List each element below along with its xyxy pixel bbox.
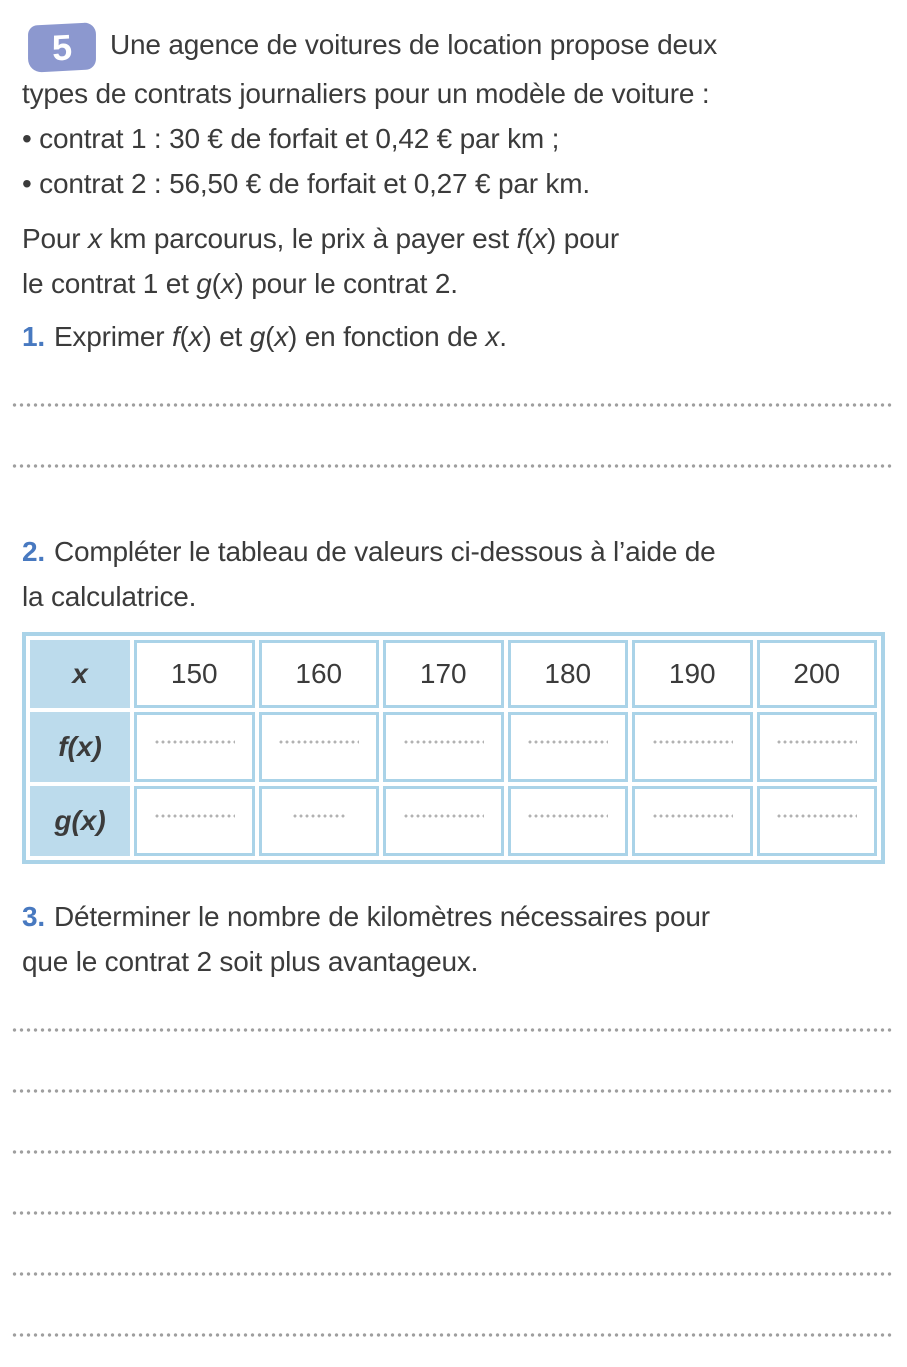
cell-dotted-line <box>403 814 484 818</box>
question-3-text-line-2: que le contrat 2 soit plus avantageux. <box>22 946 479 977</box>
answer-cell <box>134 712 255 782</box>
question-3-text-line-1: Déterminer le nombre de kilomètres nécessaires pour <box>53 901 710 932</box>
answer-area-q1 <box>22 403 885 468</box>
answer-cell <box>134 786 255 856</box>
question-1 <box>22 314 885 359</box>
answer-cell <box>383 786 504 856</box>
column-header: 190 <box>632 640 753 708</box>
answer-cell <box>508 786 629 856</box>
answer-line <box>11 1089 894 1093</box>
answer-line <box>11 1211 894 1215</box>
answer-line <box>11 403 894 407</box>
cell-dotted-line <box>776 814 857 818</box>
context-paragraph <box>22 216 885 306</box>
cell-dotted-line <box>154 740 235 744</box>
answer-line <box>11 1150 894 1154</box>
cell-dotted-line <box>652 814 733 818</box>
answer-line <box>11 1028 894 1032</box>
row-label-g: g(x) <box>30 786 130 856</box>
bullet-contract-2: • contrat 2 : 56,50 € de forfait et 0,27 € par km. <box>22 168 590 199</box>
cell-dotted-line <box>154 814 235 818</box>
answer-cell <box>383 712 504 782</box>
table-row-g <box>30 786 877 856</box>
exercise-intro-row <box>22 22 885 71</box>
column-header: 160 <box>259 640 380 708</box>
answer-cell <box>632 786 753 856</box>
answer-cell <box>632 712 753 782</box>
table-header-x: x <box>30 640 130 708</box>
column-header: 150 <box>134 640 255 708</box>
table-row-f <box>30 712 877 782</box>
bullet-contract-1: • contrat 1 : 30 € de forfait et 0,42 € par km ; <box>22 123 560 154</box>
answer-line <box>11 464 894 468</box>
table-header-row <box>30 640 877 708</box>
answer-cell <box>259 712 380 782</box>
question-1-text: Exprimer f(x) et g(x) en fonction de x. <box>53 321 507 352</box>
answer-area-q3 <box>22 1028 885 1337</box>
cell-dotted-line <box>527 814 608 818</box>
column-header: 180 <box>508 640 629 708</box>
question-2-text-line-1: Compléter le tableau de valeurs ci-dessous à l’aide de <box>53 536 716 567</box>
question-2-number: 2. <box>22 536 45 567</box>
question-2 <box>22 529 885 619</box>
answer-line <box>11 1333 894 1337</box>
exercise-number: 5 <box>50 26 74 68</box>
intro-line-2: types de contrats journaliers pour un modèle de voiture : <box>22 78 710 109</box>
exercise-number-badge <box>28 22 96 73</box>
cell-dotted-line <box>652 740 733 744</box>
question-1-number: 1. <box>22 321 45 352</box>
question-3 <box>22 894 885 984</box>
answer-cell <box>757 786 878 856</box>
cell-dotted-line <box>776 740 857 744</box>
answer-cell <box>508 712 629 782</box>
question-2-text-line-2: la calculatrice. <box>22 581 197 612</box>
intro-line-1: Une agence de voitures de location propose deux <box>110 29 718 60</box>
context-line-1: Pour x km parcourus, le prix à payer est f(x) pour <box>22 223 619 254</box>
cell-dotted-line <box>292 814 346 818</box>
context-line-2: le contrat 1 et g(x) pour le contrat 2. <box>22 268 458 299</box>
cell-dotted-line <box>527 740 608 744</box>
values-table <box>22 632 885 864</box>
cell-dotted-line <box>278 740 359 744</box>
answer-line <box>11 1272 894 1276</box>
row-label-f: f(x) <box>30 712 130 782</box>
answer-cell <box>259 786 380 856</box>
cell-dotted-line <box>403 740 484 744</box>
column-header: 200 <box>757 640 878 708</box>
question-3-number: 3. <box>22 901 45 932</box>
column-header: 170 <box>383 640 504 708</box>
answer-cell <box>757 712 878 782</box>
